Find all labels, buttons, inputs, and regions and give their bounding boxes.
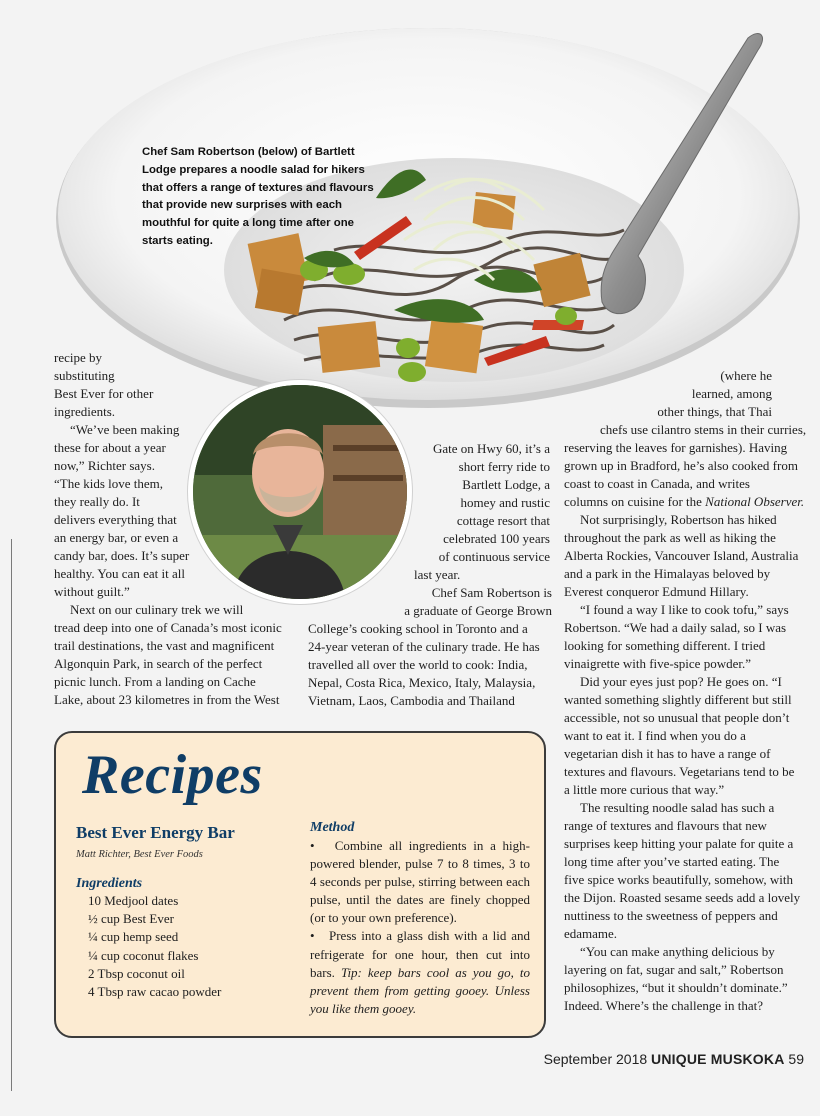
text-line: substituting bbox=[54, 368, 115, 383]
text-line: reserving the leaves for garnishes). Having bbox=[564, 440, 788, 455]
text-line: College’s cooking school in Toronto and a bbox=[308, 621, 528, 636]
text-line: homey and rustic bbox=[460, 495, 550, 510]
text-line bbox=[564, 799, 810, 817]
ingredient-item: 2 Tbsp coconut oil bbox=[88, 965, 185, 981]
ingredient-item: 4 Tbsp raw cacao powder bbox=[88, 984, 222, 1000]
text-line: travelled all over the world to cook: India, bbox=[308, 657, 528, 672]
text-line: the Dijon. Roasted sesame seeds add a lovely bbox=[564, 890, 801, 905]
text-line: Nepal, Costa Rica, Mexico, Italy, Malaysia, bbox=[308, 675, 536, 690]
text-line: Next on our culinary trek we will bbox=[70, 602, 244, 617]
text-line: “You can make anything delicious by bbox=[580, 944, 775, 959]
text-line: coast to coast in Canada, and writes bbox=[564, 476, 750, 491]
text-line: Algonquin Park, in search of the perfect bbox=[54, 656, 263, 671]
issue-date: September 2018 bbox=[543, 1051, 648, 1067]
text-line: edamame. bbox=[564, 926, 618, 941]
photo-caption: Chef Sam Robertson (below) of Bartlett Lodge prepares a noodle salad for hikers that offers a range of textures and flavours that provide new surprises with each mouthful for quite a long time after one starts eating. bbox=[142, 146, 374, 247]
text-line bbox=[564, 493, 810, 511]
page-footer bbox=[544, 1050, 804, 1068]
text-line bbox=[54, 421, 244, 439]
text-line: Best Ever for other bbox=[54, 386, 154, 401]
text-line: Indeed. Where’s the challenge in that? bbox=[564, 998, 764, 1013]
ingredient-item: ¼ cup coconut flakes bbox=[88, 947, 199, 963]
margin-rule bbox=[11, 539, 12, 1091]
text-line: looking for something different. I tried bbox=[564, 638, 766, 653]
text-line: now,” Richter says. bbox=[54, 458, 155, 473]
text-line bbox=[564, 601, 810, 619]
method-step: • Combine all ingredients in a high-powered blender, pulse 7 to 8 times, 3 to 4 seconds per pulse, stirring between each pulse, until the dates are finely chopped (or to your own preference). bbox=[310, 838, 530, 926]
text-line: picnic lunch. From a landing on Cache bbox=[54, 674, 256, 689]
text-line: philosophizes, “but it shouldn’t dominate.” bbox=[564, 980, 788, 995]
text-line: surprises keep hitting your palate for quite a bbox=[564, 836, 794, 851]
recipes-heading: Recipes bbox=[82, 744, 263, 806]
body-col2-top bbox=[400, 440, 550, 584]
text-line: throughout the park as well as hiking the bbox=[564, 530, 776, 545]
recipe-box bbox=[54, 731, 546, 1038]
text-line: long time after you’ve started eating. The bbox=[564, 854, 780, 869]
text-line: a little more curious that way.” bbox=[564, 782, 725, 797]
text-line: short ferry ride to bbox=[458, 459, 550, 474]
ingredient-item: ½ cup Best Ever bbox=[88, 911, 174, 927]
text-line: trail destinations, the vast and magnificent bbox=[54, 638, 275, 653]
text-line: delivers everything that bbox=[54, 512, 177, 527]
text-line: columns on cuisine for the bbox=[564, 494, 702, 509]
text-line: five spice works beautifully, somehow, with bbox=[564, 872, 794, 887]
text-line bbox=[564, 511, 810, 529]
text-line: celebrated 100 years bbox=[443, 531, 550, 546]
text-line: an energy bar, or even a bbox=[54, 530, 179, 545]
method-heading: Method bbox=[310, 820, 355, 835]
ingredient-item: 10 Medjool dates bbox=[88, 893, 179, 908]
text-line: chefs use cilantro stems in their curries, bbox=[600, 422, 807, 437]
text-line: learned, among bbox=[691, 386, 772, 401]
text-line: recipe by bbox=[54, 350, 103, 365]
text-line: they really do. It bbox=[54, 494, 140, 509]
text-line: ingredients. bbox=[54, 404, 116, 419]
text-line bbox=[564, 943, 810, 961]
body-col2-chef bbox=[308, 584, 552, 710]
text-line: other things, that Thai bbox=[657, 404, 772, 419]
text-line: Alberta Rockies, Vancouver Island, Australia bbox=[564, 548, 799, 563]
ingredients-heading: Ingredients bbox=[76, 876, 143, 891]
page-number: 59 bbox=[788, 1051, 804, 1067]
text-line: “We’ve been making bbox=[70, 422, 180, 437]
method-step-text: Press into a glass dish with a lid and refrigerate for one hour, then cut into bars. bbox=[310, 928, 530, 980]
text-line: layering on fat, sugar and salt,” Robertson bbox=[564, 962, 784, 977]
text-line: vinaigrette with five-spice powder.” bbox=[564, 656, 751, 671]
text-line: nuttiness to the sweetness of peppers and bbox=[564, 908, 778, 923]
method-tip: Tip: keep bars cool as you go, to prevent them from getting gooey. Unless you like them gooey. bbox=[310, 964, 530, 1016]
text-line: accessible, not so unusual that people don’t bbox=[564, 710, 790, 725]
method-step: • Press into a glass dish with a lid and refrigerate for one hour, then cut into bars. Tip: keep bars cool as you go, to prevent them from getting gooey. Unless you like them gooey. bbox=[310, 928, 530, 1016]
publication-name: National Observer. bbox=[705, 494, 805, 509]
recipe-author: Matt Richter, Best Ever Foods bbox=[76, 849, 203, 860]
text-line: cottage resort that bbox=[456, 513, 550, 528]
text-line: Vietnam, Laos, Cambodia and Thailand bbox=[308, 693, 515, 708]
text-line: Did your eyes just pop? He goes on. “I bbox=[580, 674, 782, 689]
body-col3-main bbox=[564, 421, 810, 1015]
text-line: textures and flavours. Vegetarians tend to be bbox=[564, 764, 795, 779]
text-line: a graduate of George Brown bbox=[404, 603, 552, 618]
method-list bbox=[310, 837, 530, 1018]
ingredient-item: ¼ cup hemp seed bbox=[88, 929, 179, 945]
magazine-name: UNIQUE MUSKOKA bbox=[651, 1051, 785, 1067]
text-line: want to eat it. I find when you do a bbox=[564, 728, 746, 743]
text-line: “I found a way I like to cook tofu,” says bbox=[580, 602, 789, 617]
text-line: last year. bbox=[414, 567, 461, 582]
recipe-name: Best Ever Energy Bar bbox=[76, 823, 235, 842]
text-line: range of textures and flavours that new bbox=[564, 818, 767, 833]
text-line: 24-year veteran of the culinary trade. He has bbox=[308, 639, 540, 654]
text-line: The resulting noodle salad has such a bbox=[580, 800, 775, 815]
text-line bbox=[564, 673, 810, 691]
body-col1-bottom bbox=[54, 601, 304, 709]
text-line bbox=[54, 601, 304, 619]
text-line: Gate on Hwy 60, it’s a bbox=[433, 441, 550, 456]
body-col3-top bbox=[620, 367, 772, 421]
text-line: Not surprisingly, Robertson has hiked bbox=[580, 512, 777, 527]
body-col1-quote bbox=[54, 421, 244, 601]
method-step-text: Combine all ingredients in a high-powered blender, pulse 7 to 8 times, 3 to 4 seconds per pulse, stirring between each pulse, until the dates are finely chopped (or to your own preference). bbox=[310, 838, 530, 926]
text-line: these for about a year bbox=[54, 440, 166, 455]
text-line: healthy. You can eat it all bbox=[54, 566, 185, 581]
text-line: vegetarian dish it has to have a range of bbox=[564, 746, 771, 761]
text-line: wanted something slightly different but still bbox=[564, 692, 792, 707]
text-line: Lake, about 23 kilometres in from the West bbox=[54, 692, 280, 707]
text-line: candy bar, does. It’s super bbox=[54, 548, 190, 563]
ingredients-list bbox=[88, 892, 221, 1001]
text-line: Chef Sam Robertson is bbox=[431, 585, 552, 600]
text-line: Robertson. “We had a daily salad, so I was bbox=[564, 620, 787, 635]
text-line: without guilt.” bbox=[54, 584, 130, 599]
text-line: Everest conqueror Edmund Hillary. bbox=[564, 584, 749, 599]
text-line: (where he bbox=[720, 368, 772, 383]
text-line: and a park in the Himalayas beloved by bbox=[564, 566, 771, 581]
text-line: grown up in Bradford, he’s also cooked from bbox=[564, 458, 798, 473]
text-line: Bartlett Lodge, a bbox=[462, 477, 550, 492]
text-line: tread deep into one of Canada’s most iconic bbox=[54, 620, 282, 635]
body-col1-top bbox=[54, 349, 184, 421]
text-line: of continuous service bbox=[438, 549, 550, 564]
text-line: “The kids love them, bbox=[54, 476, 164, 491]
